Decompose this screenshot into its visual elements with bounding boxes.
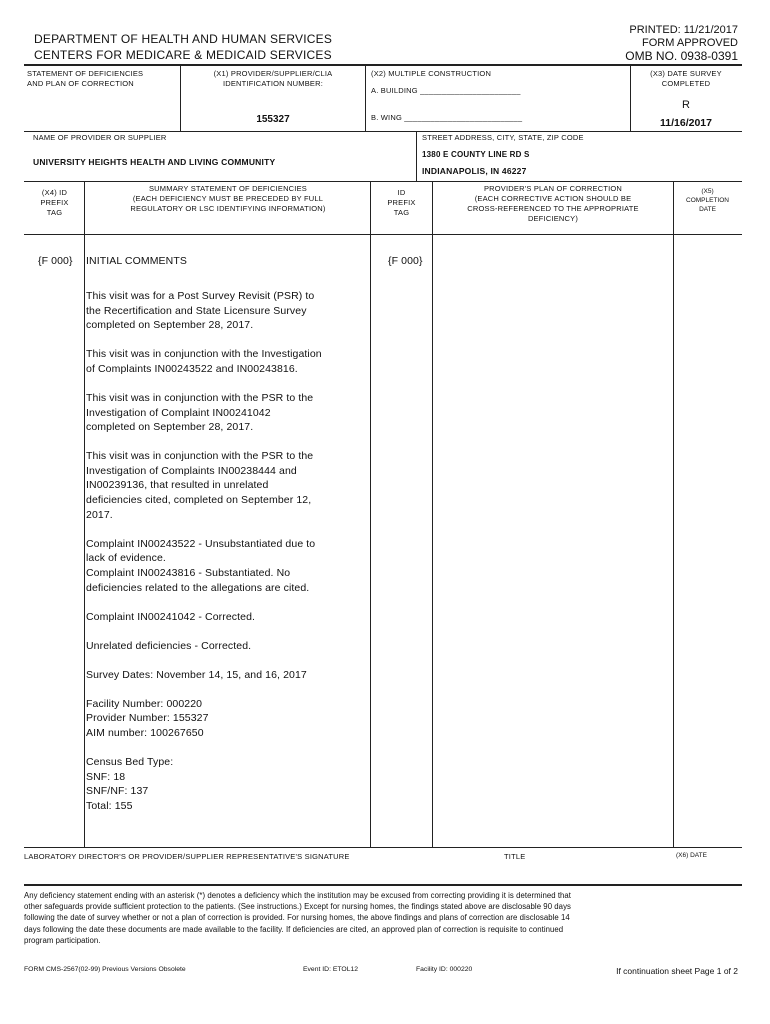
agency-header	[34, 31, 332, 63]
signature-date-label: (X6) DATE	[676, 852, 707, 859]
survey-type-code: R	[682, 99, 690, 111]
entry-heading: INITIAL COMMENTS	[86, 255, 187, 267]
table-top-border	[24, 64, 742, 66]
divider	[24, 131, 742, 132]
centers-name: CENTERS FOR MEDICARE & MEDICAID SERVICES	[34, 48, 332, 62]
address-label: STREET ADDRESS, CITY, STATE, ZIP CODE	[422, 133, 584, 142]
divider	[365, 65, 366, 131]
signature-label: LABORATORY DIRECTOR'S OR PROVIDER/SUPPLIER REPRESENTATIVE'S SIGNATURE	[24, 852, 350, 861]
statement-label: STATEMENT OF DEFICIENCIES AND PLAN OF CORRECTION	[27, 69, 144, 88]
column-divider	[673, 181, 674, 847]
entry-body	[86, 289, 368, 828]
omb-number: OMB NO. 0938-0391	[625, 49, 738, 63]
column-divider	[432, 181, 433, 847]
id-prefix-header: ID PREFIX TAG	[387, 188, 416, 217]
paragraph: Facility Number: 000220 Provider Number: 155327 AIM number: 100267650	[86, 697, 209, 740]
event-id: Event ID: ETOL12	[303, 966, 359, 973]
provider-name-label: NAME OF PROVIDER OR SUPPLIER	[33, 133, 167, 142]
completion-date-header: (X5) COMPLETION DATE	[686, 188, 729, 213]
form-info	[625, 24, 738, 63]
column-divider	[370, 181, 371, 847]
title-label: TITLE	[504, 852, 526, 861]
provider-id-number: 155327	[256, 114, 290, 125]
paragraph: This visit was in conjunction with the PSR to the Investigation of Complaints IN00238444 and IN00239136, that resulted in unrelated deficiencies cited, completed on September 12, 2017.	[86, 450, 314, 521]
city-state-zip: INDIANAPOLIS, IN 46227	[422, 166, 527, 176]
divider	[24, 884, 742, 886]
plan-header: PROVIDER'S PLAN OF CORRECTION (EACH CORRECTIVE ACTION SHOULD BE CROSS-REFERENCED TO THE APPROPRIATE DEFICIENCY)	[467, 184, 639, 223]
divider	[24, 181, 742, 182]
paragraph: This visit was in conjunction with the PSR to the Investigation of Complaint IN00241042 completed on September 28, 2017.	[86, 391, 314, 434]
provider-name: UNIVERSITY HEIGHTS HEALTH AND LIVING COMMUNITY	[33, 157, 276, 167]
paragraph: Complaint IN00241042 - Corrected.	[86, 610, 256, 623]
x1-label: (X1) PROVIDER/SUPPLIER/CLIA IDENTIFICATION NUMBER:	[213, 69, 333, 88]
divider	[24, 234, 742, 235]
tag-right: {F 000}	[388, 255, 423, 267]
divider	[24, 847, 742, 848]
page-indicator: If continuation sheet Page 1 of 2	[616, 966, 738, 976]
street-address: 1380 E COUNTY LINE RD S	[422, 150, 530, 159]
column-divider	[84, 181, 85, 847]
x2-label: (X2) MULTIPLE CONSTRUCTION	[371, 69, 492, 78]
paragraph: This visit was in conjunction with the Investigation of Complaints IN00243522 and IN00243816.	[86, 348, 322, 375]
paragraph: Complaint IN00243522 - Unsubstantiated due to lack of evidence. Complaint IN00243816 - Substantiated. No deficiencies related to the allegations are cited.	[86, 537, 316, 594]
paragraph: Census Bed Type: SNF: 18 SNF/NF: 137 Total: 155	[86, 756, 174, 812]
facility-id: Facility ID: 000220	[416, 966, 473, 973]
paragraph: This visit was for a Post Survey Revisit (PSR) to the Recertification and State Licensure Survey completed on September 28, 2017.	[86, 290, 315, 332]
x4-header: (X4) ID PREFIX TAG	[40, 188, 69, 217]
printed-date: PRINTED: 11/21/2017	[629, 24, 738, 36]
divider	[416, 131, 417, 181]
form-number: FORM CMS-2567(02-99) Previous Versions Obsolete	[24, 966, 186, 973]
paragraph: Unrelated deficiencies - Corrected.	[86, 639, 252, 652]
form-approved: FORM APPROVED	[642, 37, 738, 49]
summary-header: SUMMARY STATEMENT OF DEFICIENCIES (EACH DEFICIENCY MUST BE PRECEDED BY FULL REGULATORY OR LSC IDENTIFYING INFORMATION)	[130, 184, 326, 213]
paragraph: Survey Dates: November 14, 15, and 16, 2017	[86, 668, 307, 681]
x3-label: (X3) DATE SURVEY COMPLETED	[650, 69, 722, 88]
survey-completed-date: 11/16/2017	[660, 117, 712, 129]
divider	[630, 65, 631, 131]
tag-left: {F 000}	[38, 255, 73, 267]
disclaimer-text: Any deficiency statement ending with an asterisk (*) denotes a deficiency which the institution may be excused from correcting providing it is determined that other safeguards provide sufficient protection to the patients. (See instructions.) Except for nursing homes, the findings stated above are disclosable 90 days following the date of survey whether or not a plan of correction is provided. For nursing homes, the above findings and plans of correction are disclosable 14 days following the date these documents are made available to the facility. If deficiencies are cited, an approved plan of correction is requisite to continued program participation.	[24, 891, 572, 945]
wing-label: B. WING ___________________________	[371, 113, 523, 122]
building-label: A. BUILDING _______________________	[371, 86, 521, 95]
divider	[180, 65, 181, 131]
department-name: DEPARTMENT OF HEALTH AND HUMAN SERVICES	[34, 32, 333, 46]
